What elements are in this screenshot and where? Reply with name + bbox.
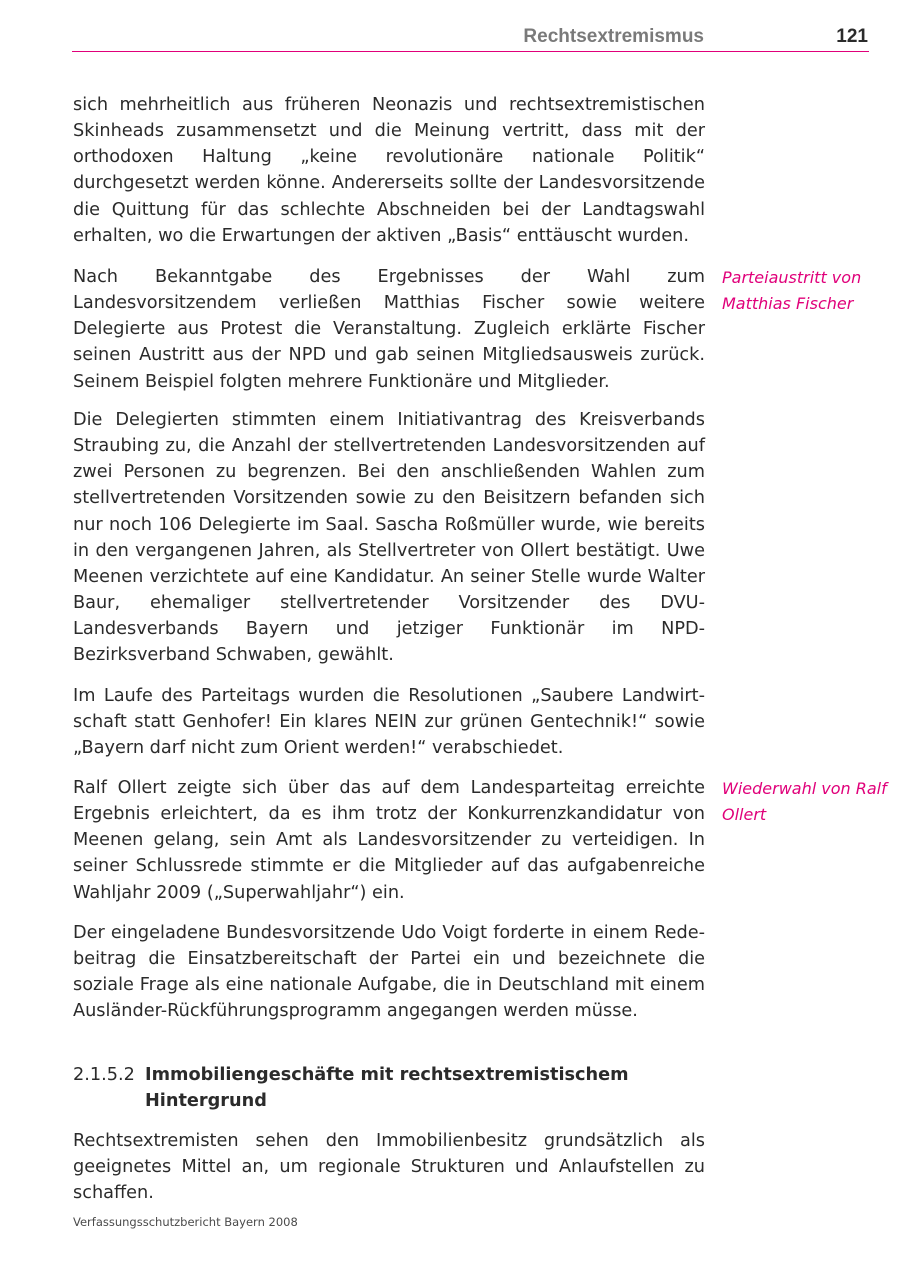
margin-note-fischer: Parteiaustritt von Matthias Fischer xyxy=(722,268,862,313)
body-text-block-7 xyxy=(73,1128,705,1206)
paragraph-fischer-exit: Nach Bekanntgabe des Ergebnisses der Wahl zum Landesvorsitzendem verließen Matthias Fischer sowie weitere Delegierte aus Protest die Veranstaltung. Zugleich erklärte Fischer seinen Austritt aus der NPD und gab seinen Mitgliedsausweis zurück. Seinem Beispiel folgten mehrere Funktionäre und Mitglieder. xyxy=(73,267,705,392)
section-title: Immobiliengeschäfte mit rechtsextremistischem Hintergrund xyxy=(145,1065,629,1112)
paragraph-ollert-reelection: Ralf Ollert zeigte sich über das auf dem Landesparteitag erreichte Ergebnis erleichtert, da es ihm trotz der Konkurrenzkandidatur von Meenen gelang, sein Amt als Landesvorsitzender zu verteidigen. In seiner Schlussrede stimmte er die Mitglieder auf das aufgabenreiche Wahljahr 2009 („Superwahljahr“) ein. xyxy=(73,778,705,903)
paragraph-real-estate: Rechtsextremisten sehen den Immobilienbesitz grundsätzlich als geeignetes Mittel an, um regionale Strukturen und Anlaufstellen zu schaffen. xyxy=(73,1131,705,1204)
body-text-block-1 xyxy=(73,92,705,249)
page-number: 121 xyxy=(836,26,868,47)
section-number: 2.1.5.2 xyxy=(73,1065,135,1085)
body-text-block-5 xyxy=(73,775,705,906)
body-text-block-6 xyxy=(73,920,705,1025)
body-text-block-4 xyxy=(73,683,705,761)
body-text-block-2 xyxy=(73,264,705,395)
running-header-title: Rechtsextremismus xyxy=(523,26,704,47)
paragraph-continuation: sich mehrheitlich aus früheren Neonazis und rechtsextremistischen Skinheads zusammensetzt und die Meinung vertritt, dass mit der orthodoxen Haltung „keine revolutionäre nationale Politik“ durchgesetzt werden könne. Andererseits sollte der Landesvorsitzende die Quittung für das schlechte Abschneiden bei der Landtagswahl erhalten, wo die Erwartungen der aktiven „Basis“ enttäuscht wurden. xyxy=(73,95,705,246)
header-divider xyxy=(72,51,869,52)
paragraph-delegates: Die Delegierten stimmten einem Initiativantrag des Kreisverbands Straubing zu, die Anzahl der stellvertretenden Landesvorsitzenden auf zwei Personen zu begrenzen. Bei den anschließenden Wahlen zum stellvertretenden Vorsitzenden sowie zu den Beisitzern befanden sich nur noch 106 Delegierte im Saal. Sascha Roßmüller wurde, wie bereits in den vergangenen Jahren, als Stellvertreter von Ollert bestätigt. Uwe Meenen verzichtete auf eine Kandidatur. An seiner Stelle wurde Walter Baur, ehemaliger stellvertretender Vorsitzender des DVU-Landesverbands Bayern und jetziger Funktionär im NPD-Bezirksverband Schwaben, gewählt. xyxy=(73,410,705,666)
margin-note-ollert: Wiederwahl von Ralf Ollert xyxy=(722,779,887,824)
paragraph-resolutions: Im Laufe des Parteitags wurden die Resolutionen „Saubere Landwirtschaft statt Genhofer! Ein klares NEIN zur grünen Gentechnik!“ sowie „Bayern darf nicht zum Orient werden!“ verabschiedet. xyxy=(73,686,705,759)
page-footer: Verfassungsschutzbericht Bayern 2008 xyxy=(73,1215,298,1229)
paragraph-voigt: Der eingeladene Bundesvorsitzende Udo Voigt forderte in einem Redebeitrag die Einsatzbereitschaft der Partei ein und bezeichnete die soziale Frage als eine nationale Aufgabe, die in Deutschland mit einem Ausländer-Rückführungsprogramm angegangen werden müsse. xyxy=(73,923,705,1022)
body-text-block-3 xyxy=(73,407,705,669)
